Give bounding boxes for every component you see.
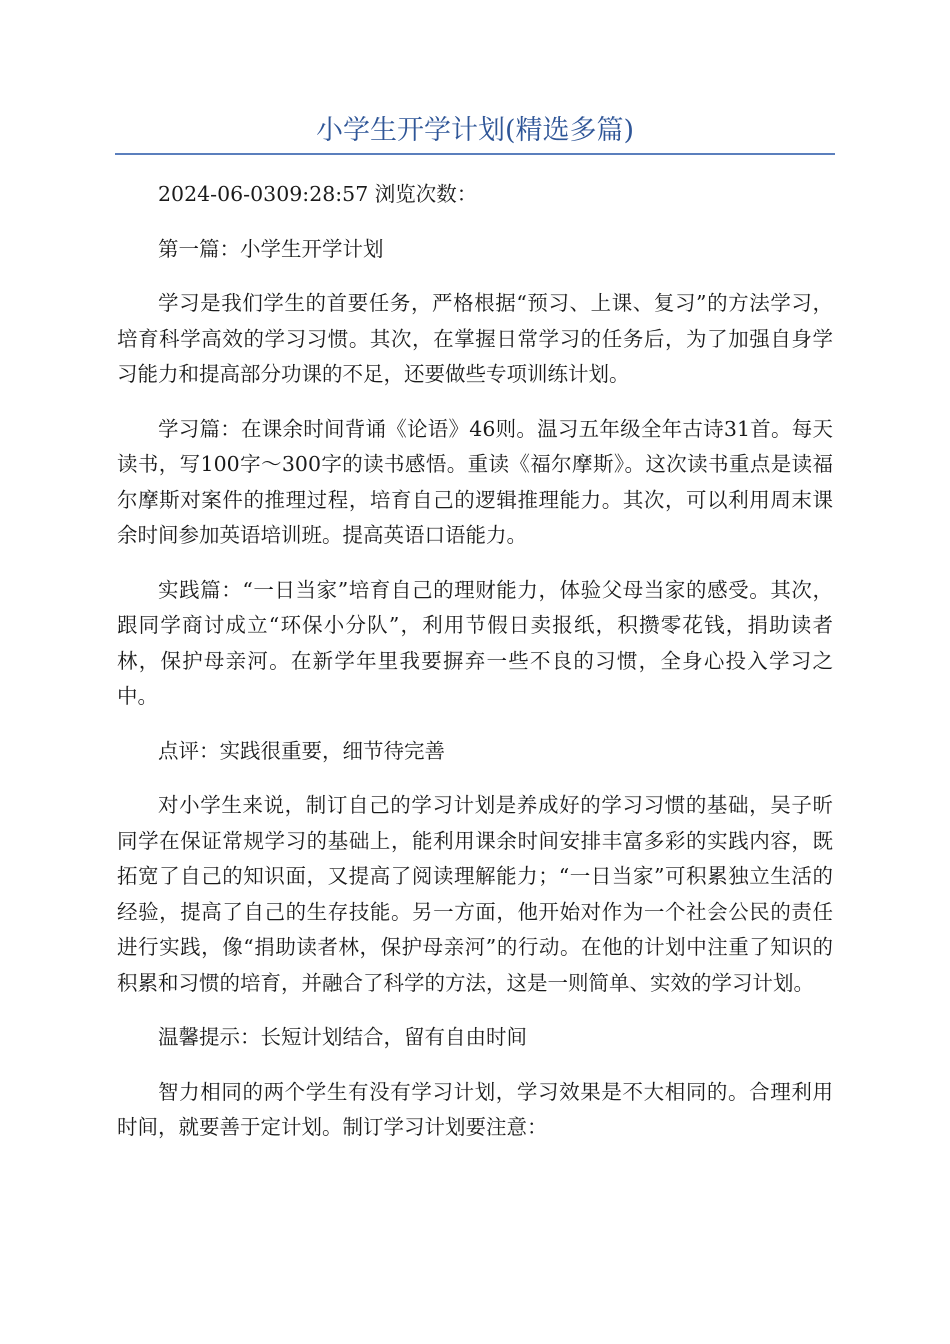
paragraph-practice-section: 实践篇：“一日当家”培育自己的理财能力，体验父母当家的感受。其次，跟同学商讨成立“环保小分队”，利用节假日卖报纸，积攒零花钱，捐助读者林，保护母亲河。在新学年里我要摒弃一些不良的习惯，全身心投入学习之中。: [117, 577, 833, 708]
publish-meta: 2024-06-0309:28:57 浏览次数：: [158, 182, 478, 206]
comment-heading: 点评：实践很重要，细节待完善: [158, 738, 445, 763]
document-body: [117, 177, 833, 1165]
section-heading-first: 第一篇：小学生开学计划: [158, 236, 384, 261]
title-underline: [115, 153, 835, 155]
document-title: 小学生开学计划(精选多篇): [315, 115, 635, 146]
paragraph-study-section: 学习篇：在课余时间背诵《论语》46则。温习五年级全年古诗31首。每天读书，写100字～300字的读书感悟。重读《福尔摩斯》。这次读书重点是读福尔摩斯对案件的推理过程，培育自己的逻辑推理能力。其次，可以利用周末课余时间参加英语培训班。提高英语口语能力。: [117, 416, 833, 547]
paragraph-tip: 智力相同的两个学生有没有学习计划，学习效果是不大相同的。合理利用时间，就要善于定计划。制订学习计划要注意：: [117, 1079, 833, 1139]
paragraph-study-task: 学习是我们学生的首要任务，严格根据“预习、上课、复习”的方法学习，培育科学高效的学习习惯。其次，在掌握日常学习的任务后，为了加强自身学习能力和提高部分功课的不足，还要做些专项训练计划。: [117, 291, 833, 386]
paragraph-comment: 对小学生来说，制订自己的学习计划是养成好的学习习惯的基础，吴子昕同学在保证常规学习的基础上，能利用课余时间安排丰富多彩的实践内容，既拓宽了自己的知识面，又提高了阅读理解能力；“一日当家”可积累独立生活的经验，提高了自己的生存技能。另一方面，他开始对作为一个社会公民的责任进行实践，像“捐助读者林，保护母亲河”的行动。在他的计划中注重了知识的积累和习惯的培育，并融合了科学的方法，这是一则简单、实效的学习计划。: [117, 793, 833, 995]
tip-heading: 温馨提示：长短计划结合，留有自由时间: [158, 1025, 527, 1049]
